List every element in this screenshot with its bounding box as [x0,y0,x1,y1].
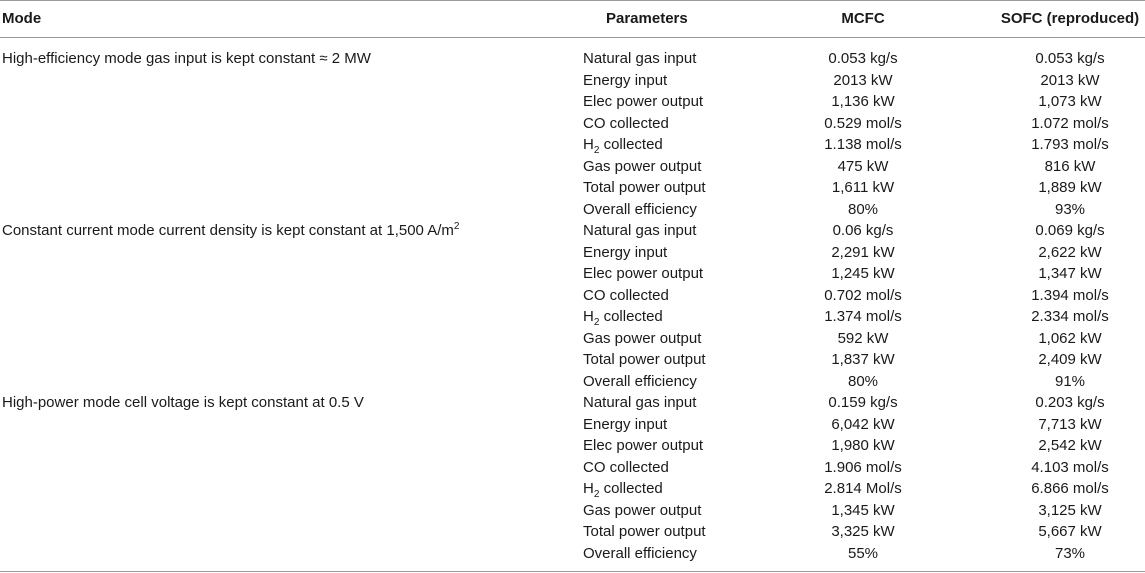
mcfc-cell: 0.159 kg/s [828,394,898,411]
param-cell: Natural gas input [583,394,697,411]
mcfc-cell: 55% [847,544,879,562]
mcfc-cell: 0.06 kg/s [832,222,894,239]
sofc-cell: 93% [1054,200,1086,218]
param-cell: CO collected [583,458,669,476]
mcfc-cell: 1,980 kW [831,437,895,454]
header-mode: Mode [2,10,42,27]
mcfc-cell: 1,837 kW [831,351,895,368]
mcfc-cell: 1.374 mol/s [824,308,902,325]
sofc-cell: 1,347 kW [1038,265,1102,282]
sofc-cell: 6.866 mol/s [1031,480,1109,497]
mode-label: High-efficiency mode gas input is kept constant ≈ 2 MW [2,50,371,67]
sofc-cell: 0.053 kg/s [1035,50,1105,67]
sofc-cell: 4.103 mol/s [1031,458,1109,476]
header-sofc: SOFC (reproduced) [1000,10,1140,27]
sofc-cell: 1,062 kW [1038,329,1102,347]
param-cell: Elec power output [583,437,704,454]
param-cell: CO collected [583,286,669,304]
sofc-cell: 73% [1054,544,1086,562]
param-cell: $H_2$ collected [583,480,663,500]
sofc-cell: 1,889 kW [1038,179,1102,196]
param-cell: $H_2$ collected [583,308,663,328]
sofc-cell: 2,409 kW [1038,351,1102,368]
mcfc-cell: 1,611 kW [831,179,895,196]
param-cell: CO collected [583,114,669,132]
sofc-cell: 0.069 kg/s [1035,222,1105,239]
param-cell: Total power output [583,523,706,540]
sofc-cell: 0.203 kg/s [1035,394,1105,411]
top-rule [0,0,1145,1]
param-cell: Natural gas input [583,50,697,67]
param-cell: Elec power output [583,93,704,110]
mcfc-cell: 80% [847,200,879,218]
mode-label: Constant current mode current density is kept constant at 1,500 $A/m^2$ [2,221,460,239]
sofc-cell: 2.334 mol/s [1031,308,1109,325]
param-cell: Total power output [583,351,706,368]
mcfc-cell: 0.702 mol/s [824,286,902,304]
sofc-cell: 7,713 kW [1038,415,1102,433]
mcfc-cell: 1,136 kW [831,93,895,110]
sofc-cell: 3,125 kW [1038,501,1102,519]
mcfc-cell: 2,291 kW [831,243,895,261]
param-cell: Energy input [583,71,668,89]
sofc-cell: 2013 kW [1040,71,1100,89]
mcfc-cell: 2013 kW [833,71,893,89]
sofc-cell: 816 kW [1044,157,1096,175]
mcfc-cell: 1,245 kW [831,265,895,282]
param-cell: Overall efficiency [583,200,697,218]
param-cell: Natural gas input [583,222,697,239]
sofc-cell: 1.072 mol/s [1031,114,1109,132]
mcfc-cell: 592 kW [837,329,889,347]
mcfc-cell: 475 kW [837,157,889,175]
param-cell: Overall efficiency [583,544,697,562]
mcfc-cell: 0.053 kg/s [828,50,898,67]
param-cell: $H_2$ collected [583,136,663,156]
mcfc-cell: 0.529 mol/s [824,114,902,132]
mcfc-cell: 1,345 kW [831,501,895,519]
sofc-cell: 2,542 kW [1038,437,1102,454]
param-cell: Energy input [583,415,668,433]
param-cell: Total power output [583,179,706,196]
sofc-cell: 5,667 kW [1038,523,1102,540]
mcfc-cell: 3,325 kW [831,523,895,540]
param-cell: Gas power output [583,501,702,519]
mcfc-cell: 6,042 kW [831,415,895,433]
sofc-cell: 2,622 kW [1038,243,1102,261]
param-cell: Gas power output [583,329,702,347]
sofc-cell: 1.793 mol/s [1031,136,1109,153]
header-mcfc: MCFC [841,10,885,27]
param-cell: Energy input [583,243,668,261]
header-parameters: Parameters [606,10,688,27]
sofc-cell: 1.394 mol/s [1031,286,1109,304]
header-rule [0,37,1145,38]
param-cell: Overall efficiency [583,372,697,390]
param-cell: Elec power output [583,265,704,282]
bottom-rule [0,571,1145,572]
mode-label: High-power mode cell voltage is kept constant at 0.5 V [2,394,364,411]
param-cell: Gas power output [583,157,702,175]
sofc-cell: 91% [1054,372,1086,390]
mcfc-cell: 2.814 Mol/s [824,480,902,497]
mcfc-cell: 1.906 mol/s [824,458,902,476]
mcfc-cell: 1.138 mol/s [824,136,902,153]
sofc-cell: 1,073 kW [1038,93,1102,110]
mcfc-cell: 80% [847,372,879,390]
